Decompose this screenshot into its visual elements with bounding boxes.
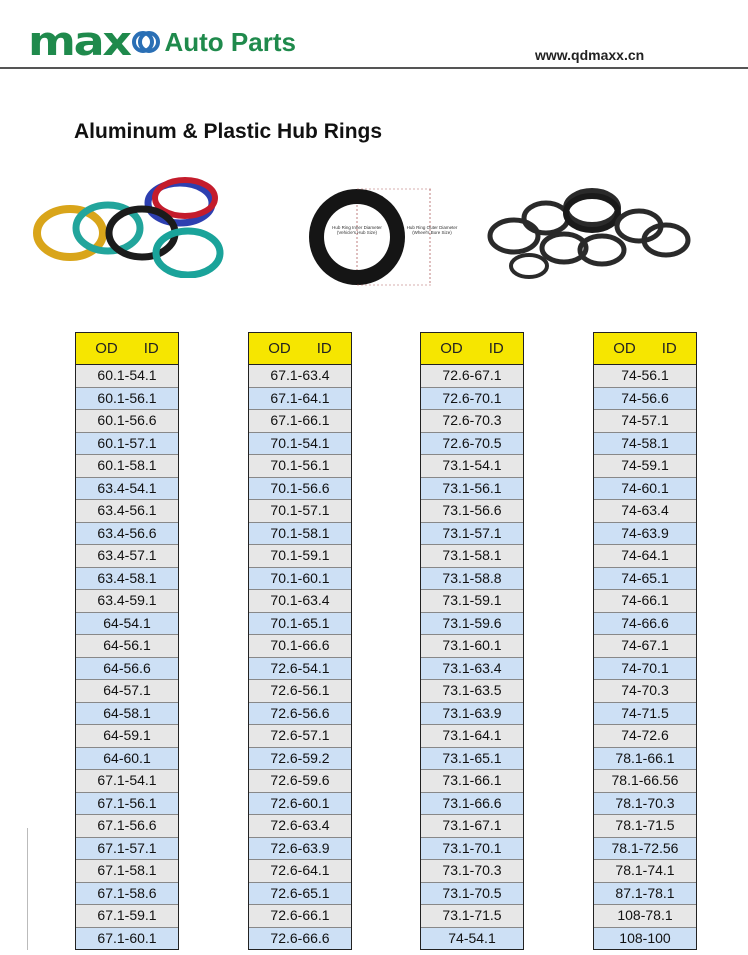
table-row: 73.1-60.1	[421, 634, 523, 657]
table-row: 72.6-64.1	[249, 859, 351, 882]
table-row: 72.6-59.2	[249, 747, 351, 770]
id-header: ID	[488, 340, 504, 357]
page-title: Aluminum & Plastic Hub Rings	[74, 120, 383, 143]
table-row: 67.1-56.1	[76, 792, 178, 815]
table-row: 64-56.6	[76, 657, 178, 680]
table-row: 67.1-63.4	[249, 365, 351, 387]
table-row: 70.1-66.6	[249, 634, 351, 657]
table-row: 74-59.1	[594, 454, 696, 477]
table-row: 70.1-54.1	[249, 432, 351, 455]
inner-diameter-label: Hub Ring Inner Diameter (Vehicle's Hub Size)	[332, 225, 382, 235]
table-row: 73.1-70.5	[421, 882, 523, 905]
table-row: 67.1-64.1	[249, 387, 351, 410]
table-row: 74-58.1	[594, 432, 696, 455]
table-row: 87.1-78.1	[594, 882, 696, 905]
table-row: 74-54.1	[421, 927, 523, 950]
table-header	[76, 333, 178, 365]
table-row: 60.1-56.1	[76, 387, 178, 410]
table-row: 72.6-57.1	[249, 724, 351, 747]
table-row: 60.1-54.1	[76, 365, 178, 387]
header-divider	[0, 67, 748, 69]
size-table-1	[75, 332, 179, 950]
table-row: 67.1-54.1	[76, 769, 178, 792]
table-row: 74-56.1	[594, 365, 696, 387]
table-row: 73.1-54.1	[421, 454, 523, 477]
table-row: 72.6-66.6	[249, 927, 351, 950]
table-row: 73.1-65.1	[421, 747, 523, 770]
table-row: 72.6-63.4	[249, 814, 351, 837]
table-row: 74-71.5	[594, 702, 696, 725]
od-header: OD	[440, 340, 463, 357]
table-row: 78.1-72.56	[594, 837, 696, 860]
table-row: 67.1-56.6	[76, 814, 178, 837]
table-row: 63.4-59.1	[76, 589, 178, 612]
logo-text: Auto Parts	[164, 27, 296, 57]
table-row: 73.1-70.1	[421, 837, 523, 860]
table-row: 70.1-56.1	[249, 454, 351, 477]
table-row: 72.6-65.1	[249, 882, 351, 905]
table-row: 74-67.1	[594, 634, 696, 657]
table-row: 73.1-59.1	[421, 589, 523, 612]
table-row: 67.1-59.1	[76, 904, 178, 927]
table-row: 74-57.1	[594, 409, 696, 432]
table-row: 63.4-56.1	[76, 499, 178, 522]
table-row: 108-78.1	[594, 904, 696, 927]
table-row: 78.1-66.1	[594, 747, 696, 770]
table-row: 73.1-63.5	[421, 679, 523, 702]
table-row: 72.6-56.1	[249, 679, 351, 702]
table-row: 73.1-58.1	[421, 544, 523, 567]
table-row: 67.1-66.1	[249, 409, 351, 432]
table-row: 67.1-60.1	[76, 927, 178, 950]
table-row: 60.1-58.1	[76, 454, 178, 477]
od-header: OD	[95, 340, 118, 357]
table-row: 72.6-56.6	[249, 702, 351, 725]
table-row: 73.1-56.6	[421, 499, 523, 522]
size-table-3	[420, 332, 524, 950]
table-row: 70.1-57.1	[249, 499, 351, 522]
page-header	[0, 0, 748, 68]
table-row: 73.1-66.1	[421, 769, 523, 792]
table-row: 67.1-58.1	[76, 859, 178, 882]
table-row: 72.6-67.1	[421, 365, 523, 387]
table-row: 73.1-66.6	[421, 792, 523, 815]
table-row: 78.1-66.56	[594, 769, 696, 792]
table-row: 60.1-57.1	[76, 432, 178, 455]
table-row: 72.6-59.6	[249, 769, 351, 792]
table-row: 74-66.1	[594, 589, 696, 612]
size-table-2	[248, 332, 352, 950]
table-row: 73.1-71.5	[421, 904, 523, 927]
table-row: 72.6-70.1	[421, 387, 523, 410]
table-row: 73.1-64.1	[421, 724, 523, 747]
table-row: 64-59.1	[76, 724, 178, 747]
od-header: OD	[268, 340, 291, 357]
table-row: 74-63.9	[594, 522, 696, 545]
id-header: ID	[143, 340, 159, 357]
table-row: 72.6-70.3	[421, 409, 523, 432]
website-url: www.qdmaxx.cn	[535, 47, 645, 63]
table-row: 64-60.1	[76, 747, 178, 770]
logo-mark-icon	[132, 31, 158, 57]
table-row: 63.4-56.6	[76, 522, 178, 545]
plastic-rings-image	[484, 188, 694, 283]
logo-word: max	[28, 19, 130, 65]
table-row: 74-72.6	[594, 724, 696, 747]
hub-ring-diagram	[292, 185, 472, 290]
table-row: 70.1-59.1	[249, 544, 351, 567]
table-row: 78.1-71.5	[594, 814, 696, 837]
table-row: 78.1-70.3	[594, 792, 696, 815]
table-row: 72.6-66.1	[249, 904, 351, 927]
table-row: 74-66.6	[594, 612, 696, 635]
table-row: 74-70.1	[594, 657, 696, 680]
table-row: 73.1-67.1	[421, 814, 523, 837]
id-header: ID	[316, 340, 332, 357]
table-row: 74-65.1	[594, 567, 696, 590]
table-row: 73.1-59.6	[421, 612, 523, 635]
table-row: 72.6-63.9	[249, 837, 351, 860]
table-row: 74-60.1	[594, 477, 696, 500]
id-header: ID	[661, 340, 677, 357]
od-header: OD	[613, 340, 636, 357]
table-row: 60.1-56.6	[76, 409, 178, 432]
table-row: 74-56.6	[594, 387, 696, 410]
table-row: 73.1-63.9	[421, 702, 523, 725]
table-row: 73.1-56.1	[421, 477, 523, 500]
table-row: 74-70.3	[594, 679, 696, 702]
outer-diameter-label: Hub Ring Outer Diameter (Wheel's Bore Size)	[406, 225, 458, 235]
table-header	[594, 333, 696, 365]
table-row: 73.1-57.1	[421, 522, 523, 545]
table-row: 73.1-70.3	[421, 859, 523, 882]
table-row: 67.1-57.1	[76, 837, 178, 860]
table-row: 74-64.1	[594, 544, 696, 567]
size-table-4	[593, 332, 697, 950]
table-row: 64-56.1	[76, 634, 178, 657]
table-row: 64-58.1	[76, 702, 178, 725]
table-row: 67.1-58.6	[76, 882, 178, 905]
table-row: 70.1-65.1	[249, 612, 351, 635]
brand-logo	[28, 19, 296, 65]
table-header	[249, 333, 351, 365]
table-row: 63.4-57.1	[76, 544, 178, 567]
table-row: 108-100	[594, 927, 696, 950]
table-row: 72.6-70.5	[421, 432, 523, 455]
table-row: 64-54.1	[76, 612, 178, 635]
table-row: 73.1-58.8	[421, 567, 523, 590]
table-row: 63.4-54.1	[76, 477, 178, 500]
table-row: 70.1-63.4	[249, 589, 351, 612]
table-row: 78.1-74.1	[594, 859, 696, 882]
table-row: 73.1-63.4	[421, 657, 523, 680]
table-row: 63.4-58.1	[76, 567, 178, 590]
margin-line	[27, 828, 28, 950]
table-header	[421, 333, 523, 365]
table-row: 70.1-60.1	[249, 567, 351, 590]
table-row: 70.1-58.1	[249, 522, 351, 545]
table-row: 72.6-60.1	[249, 792, 351, 815]
table-row: 64-57.1	[76, 679, 178, 702]
colored-rings-image	[30, 168, 230, 278]
table-row: 74-63.4	[594, 499, 696, 522]
table-row: 72.6-54.1	[249, 657, 351, 680]
table-row: 70.1-56.6	[249, 477, 351, 500]
